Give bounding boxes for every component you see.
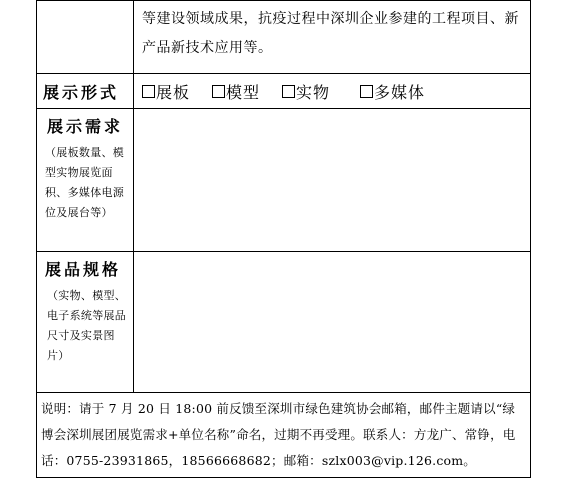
specs-label: 展品规格 <box>45 260 122 279</box>
intro-label-cell <box>37 1 134 74</box>
format-options <box>134 74 530 103</box>
intro-row <box>37 1 531 74</box>
specs-input-cell[interactable] <box>134 252 531 393</box>
format-options-cell <box>134 74 531 109</box>
format-label: 展示形式 <box>43 83 120 102</box>
footer-row <box>37 393 531 478</box>
exhibition-form-table <box>36 0 531 478</box>
needs-note: （展板数量、模型实物展览面积、多媒体电源位及展台等） <box>45 146 125 219</box>
option-object-label: 实物 <box>296 83 331 102</box>
multimedia-checkbox[interactable] <box>360 85 373 98</box>
board-checkbox[interactable] <box>142 85 155 98</box>
format-label-cell <box>37 74 134 109</box>
model-checkbox[interactable] <box>212 85 225 98</box>
intro-value-cell <box>134 1 531 74</box>
needs-label: 展示需求 <box>46 117 123 136</box>
option-board-label: 展板 <box>156 83 191 102</box>
footer-note: 说明：请于 7 月 20 日 18:00 前反馈至深圳市绿色建筑协会邮箱，邮件主题请以“绿博会深圳展团展览需求+单位名称”命名，过期不再受理。联系人：方龙广、常铮，电话：0755-23931865，18566668682；邮箱：szlx003@vip.126.com。 <box>41 401 516 468</box>
option-multimedia[interactable] <box>360 80 425 103</box>
specs-note: （实物、模型、电子系统等展品尺寸及实景图片） <box>47 289 127 362</box>
option-object[interactable] <box>282 80 330 103</box>
needs-row <box>37 109 531 252</box>
exhibition-form-sheet <box>36 0 528 478</box>
intro-text: 等建设领域成果，抗疫过程中深圳企业参建的工程项目、新产品新技术应用等。 <box>142 11 519 56</box>
object-checkbox[interactable] <box>282 85 295 98</box>
footer-cell <box>37 393 531 478</box>
format-row <box>37 74 531 109</box>
option-model-label: 模型 <box>226 83 261 102</box>
specs-label-cell <box>37 252 134 393</box>
needs-input-cell[interactable] <box>134 109 531 252</box>
specs-row <box>37 252 531 393</box>
option-model[interactable] <box>212 80 260 103</box>
needs-label-cell <box>37 109 134 252</box>
option-multimedia-label: 多媒体 <box>374 83 426 102</box>
option-board[interactable] <box>142 80 190 103</box>
